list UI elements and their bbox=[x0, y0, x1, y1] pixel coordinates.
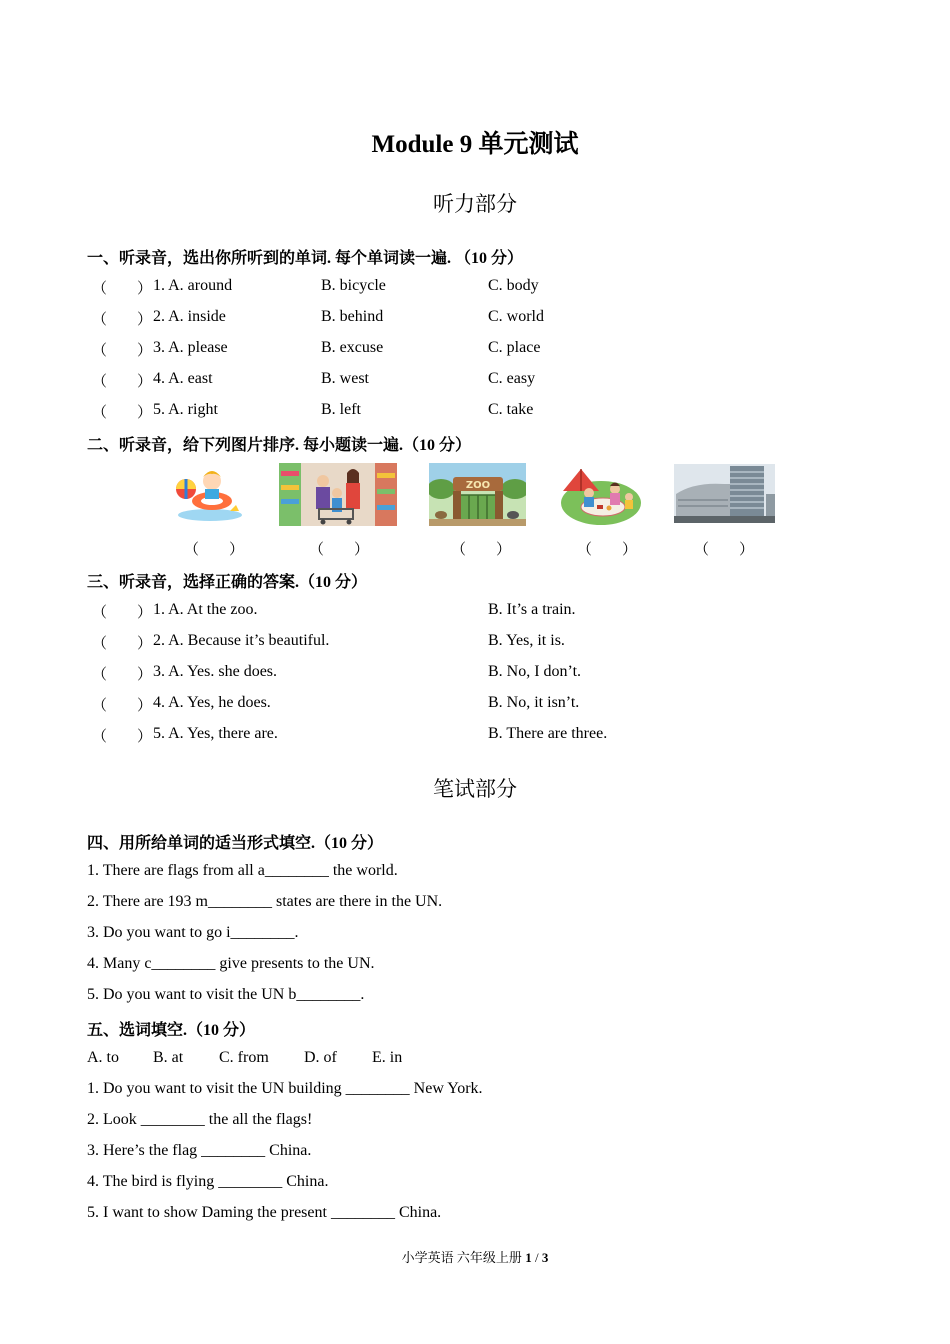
s1-q2-a: 2. A. inside bbox=[153, 308, 226, 325]
supermarket-family-icon bbox=[279, 463, 397, 526]
s5-option-b: B. at bbox=[153, 1049, 184, 1066]
s5-q1: 1. Do you want to visit the UN building ________ New York. bbox=[87, 1080, 483, 1097]
footer-total: 3 bbox=[541, 1250, 549, 1265]
s3-q5-b: B. There are three. bbox=[488, 725, 608, 742]
answer-paren: （ ） bbox=[577, 542, 638, 558]
answer-paren: （ ） bbox=[184, 542, 245, 558]
answer-paren: （ ） bbox=[92, 405, 153, 421]
un-building-icon bbox=[674, 464, 775, 523]
s1-q4-c: C. easy bbox=[488, 370, 536, 387]
answer-paren: （ ） bbox=[451, 542, 512, 558]
answer-paren: （ ） bbox=[92, 636, 153, 652]
answer-paren: （ ） bbox=[309, 542, 370, 558]
section4-heading: 四、用所给单词的适当形式填空.（10 分） bbox=[87, 835, 384, 852]
s4-q4: 4. Many c________ give presents to the UN. bbox=[87, 955, 375, 972]
section5-heading: 五、选词填空.（10 分） bbox=[87, 1022, 256, 1039]
part2-title: 笔试部分 bbox=[433, 777, 517, 801]
s1-q1-b: B. bicycle bbox=[321, 277, 386, 294]
page-title: Module 9 单元测试 bbox=[371, 131, 579, 158]
s4-q5: 5. Do you want to visit the UN b________. bbox=[87, 986, 365, 1003]
s3-q1-a: 1. A. At the zoo. bbox=[153, 601, 258, 618]
s4-q2: 2. There are 193 m________ states are there in the UN. bbox=[87, 893, 443, 910]
s5-option-a: A. to bbox=[87, 1049, 119, 1066]
svg-text:ZOO: ZOO bbox=[465, 480, 491, 491]
s1-q2-b: B. behind bbox=[321, 308, 384, 325]
answer-paren: （ ） bbox=[92, 698, 153, 714]
s3-q5-a: 5. A. Yes, there are. bbox=[153, 725, 278, 742]
s5-q5: 5. I want to show Daming the present ________ China. bbox=[87, 1204, 442, 1221]
footer-sep: / bbox=[531, 1250, 542, 1265]
zoo-gate-icon bbox=[429, 463, 526, 526]
s5-option-c: C. from bbox=[219, 1049, 269, 1066]
s1-q1-c: C. body bbox=[488, 277, 539, 294]
s5-option-e: E. in bbox=[372, 1049, 403, 1066]
s1-q5-c: C. take bbox=[488, 401, 534, 418]
answer-paren: （ ） bbox=[92, 374, 153, 390]
section2-heading: 二、听录音，给下列图片排序. 每小题读一遍.（10 分） bbox=[87, 437, 472, 454]
s3-q3-b: B. No, I don’t. bbox=[488, 663, 582, 680]
section3-heading: 三、听录音，选择正确的答案.（10 分） bbox=[87, 574, 368, 591]
s3-q2-b: B. Yes, it is. bbox=[488, 632, 565, 649]
footer-text: 小学英语 六年级上册 bbox=[401, 1250, 522, 1265]
answer-paren: （ ） bbox=[92, 605, 153, 621]
s3-q2-a: 2. A. Because it’s beautiful. bbox=[153, 632, 330, 649]
swimming-child-icon bbox=[172, 463, 247, 525]
s1-q3-a: 3. A. please bbox=[153, 339, 228, 356]
s1-q2-c: C. world bbox=[488, 308, 544, 325]
s3-q1-b: B. It’s a train. bbox=[488, 601, 576, 618]
answer-paren: （ ） bbox=[92, 343, 153, 359]
part1-title: 听力部分 bbox=[433, 192, 517, 216]
s5-q4: 4. The bird is flying ________ China. bbox=[87, 1173, 329, 1190]
picnic-family-icon bbox=[559, 463, 642, 526]
s5-option-d: D. of bbox=[304, 1049, 337, 1066]
s1-q3-b: B. excuse bbox=[321, 339, 384, 356]
answer-paren: （ ） bbox=[694, 542, 755, 558]
s3-q3-a: 3. A. Yes. she does. bbox=[153, 663, 278, 680]
s3-q4-a: 4. A. Yes, he does. bbox=[153, 694, 271, 711]
s1-q5-b: B. left bbox=[321, 401, 361, 418]
page-footer bbox=[0, 1247, 950, 1266]
footer-page: 1 bbox=[525, 1250, 532, 1265]
s4-q3: 3. Do you want to go i________. bbox=[87, 924, 299, 941]
s4-q1: 1. There are flags from all a________ the world. bbox=[87, 862, 398, 879]
answer-paren: （ ） bbox=[92, 729, 153, 745]
answer-paren: （ ） bbox=[92, 667, 153, 683]
s5-q2: 2. Look ________ the all the flags! bbox=[87, 1111, 313, 1128]
s1-q5-a: 5. A. right bbox=[153, 401, 218, 418]
answer-paren: （ ） bbox=[92, 312, 153, 328]
s1-q3-c: C. place bbox=[488, 339, 541, 356]
s5-q3: 3. Here’s the flag ________ China. bbox=[87, 1142, 312, 1159]
s1-q4-a: 4. A. east bbox=[153, 370, 213, 387]
section1-heading: 一、听录音，选出你所听到的单词. 每个单词读一遍. （10 分） bbox=[87, 250, 524, 267]
answer-paren: （ ） bbox=[92, 281, 153, 297]
s3-q4-b: B. No, it isn’t. bbox=[488, 694, 580, 711]
s1-q4-b: B. west bbox=[321, 370, 369, 387]
s1-q1-a: 1. A. around bbox=[153, 277, 233, 294]
